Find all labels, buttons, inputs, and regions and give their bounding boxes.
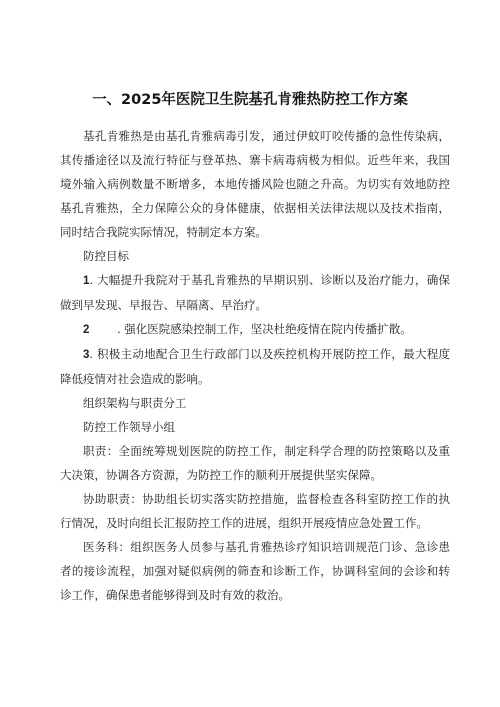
goal-item-3-text: . 积极主动地配合卫生行政部门以及疾控机构开展防控工作，最大程度降低疫情对社会造成的影响。 bbox=[60, 347, 450, 386]
goal-item-2 bbox=[60, 317, 450, 342]
assist-duty-paragraph: 协助职责：协助组长切实落实防控措施，监督检查各科室防控工作的执行情况，及时向组长汇报防控工作的进展，组织开展疫情应急处置工作。 bbox=[60, 492, 450, 530]
duty-paragraph: 职责：全面统筹规划医院的防控工作，制定科学合理的防控策略以及重大决策，协调各方资源，为防控工作的顺利开展提供坚实保障。 bbox=[60, 444, 450, 482]
goal-item-2-text: . 强化医院感染控制工作，坚决杜绝疫情在院内传播扩散。 bbox=[117, 322, 412, 336]
goal-item-1-number: 1 bbox=[83, 275, 90, 287]
goal-item-3 bbox=[60, 342, 450, 391]
goal-item-1-text: . 大幅提升我院对于基孔肯雅热的早期识别、诊断以及治疗能力，确保做到早发现、早报告、早隔离、早治疗。 bbox=[60, 273, 450, 312]
document-title: 一、2025年医院卫生院基孔肯雅热防控工作方案 bbox=[92, 92, 408, 108]
group-heading: 防控工作领导小组 bbox=[83, 420, 175, 434]
medical-dept-paragraph: 医务科：组织医务人员参与基孔肯雅热诊疗知识培训规范门诊、急诊患者的接诊流程，加强对疑似病例的筛查和诊断工作，协调科室间的会诊和转诊工作，确保患者能够得到及时有效的救治。 bbox=[60, 540, 450, 602]
intro-paragraph: 基孔肯雅热是由基孔肯雅病毒引发，通过伊蚊叮咬传播的急性传染病，其传播途径以及流行特征与登革热、寨卡病毒病极为相似。近些年来，我国境外输入病例数量不断增多，本地传播风险也随之升高。为切实有效地防控基孔肯雅热，全力保障公众的身体健康，依据相关法律法规以及技术指南，同时结合我院实际情况，特制定本方案。 bbox=[60, 129, 450, 239]
document-body bbox=[60, 124, 450, 607]
goal-item-3-number: 3 bbox=[83, 349, 90, 361]
org-heading: 组织架构与职责分工 bbox=[83, 396, 187, 410]
goals-heading: 防控目标 bbox=[83, 249, 129, 263]
goal-item-1 bbox=[60, 268, 450, 317]
goal-item-2-number: 2 bbox=[83, 324, 90, 336]
